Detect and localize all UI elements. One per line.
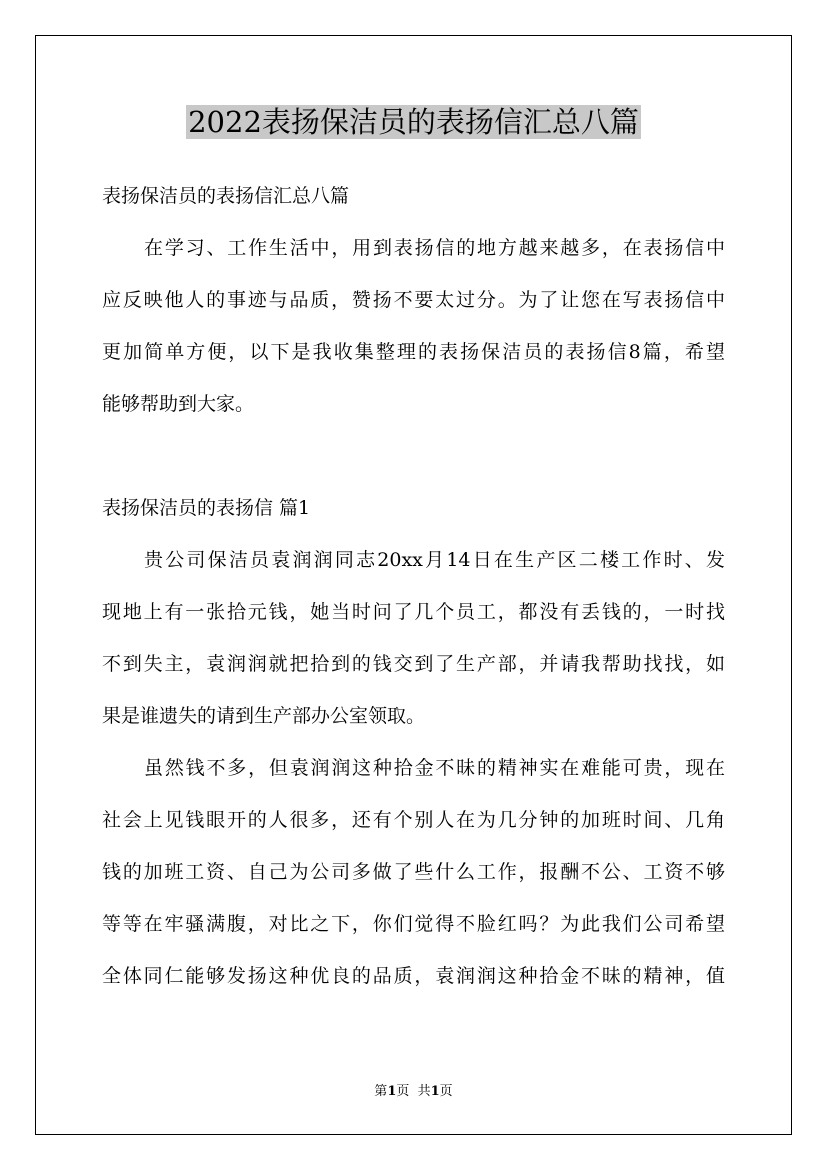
- footer-page-suffix: 页: [439, 1084, 453, 1099]
- document-body: [102, 170, 725, 1002]
- text-line: 更加简单方便，以下是我收集整理的表扬保洁员的表扬信8篇，希望: [102, 341, 725, 363]
- text-line: 果是谁遗失的请到生产部办公室领取。: [102, 705, 426, 727]
- text-line: 表扬保洁员的表扬信汇总八篇: [102, 185, 350, 207]
- footer-page-mid: 页 共: [396, 1084, 431, 1099]
- document-title: [0, 100, 827, 144]
- footer-page-prefix: 第: [374, 1084, 388, 1099]
- footer-page-current: 1: [387, 1084, 397, 1099]
- text-line: 应反映他人的事迹与品质，赞扬不要太过分。为了让您在写表扬信中: [102, 289, 725, 311]
- text-line: 虽然钱不多，但袁润润这种拾金不昧的精神实在难能可贵，现在: [144, 757, 725, 779]
- text-line: 全体同仁能够发扬这种优良的品质，袁润润这种拾金不昧的精神，值: [102, 965, 725, 987]
- page-footer: [0, 1082, 827, 1102]
- text-line: 表扬保洁员的表扬信 篇1: [102, 497, 311, 519]
- text-line: 能够帮助到大家。: [102, 393, 255, 415]
- text-line: 贵公司保洁员袁润润同志20xx月14日在生产区二楼工作时、发: [144, 549, 725, 571]
- text-line: 社会上见钱眼开的人很多，还有个别人在为几分钟的加班时间、几角: [102, 809, 725, 831]
- text-line: 在学习、工作生活中，用到表扬信的地方越来越多，在表扬信中: [144, 237, 725, 259]
- text-line: 现地上有一张拾元钱，她当时问了几个员工，都没有丢钱的，一时找: [102, 601, 725, 623]
- document-title-text: 2022表扬保洁员的表扬信汇总八篇: [188, 105, 639, 139]
- text-line: 等等在牢骚满腹，对比之下，你们觉得不脸红吗？为此我们公司希望: [102, 913, 725, 935]
- blank-line: [102, 430, 725, 482]
- text-line: 不到失主，袁润润就把拾到的钱交到了生产部，并请我帮助找找，如: [102, 653, 725, 675]
- footer-page-total: 1: [430, 1084, 440, 1099]
- text-line: 钱的加班工资、自己为公司多做了些什么工作，报酬不公、工资不够: [102, 861, 725, 883]
